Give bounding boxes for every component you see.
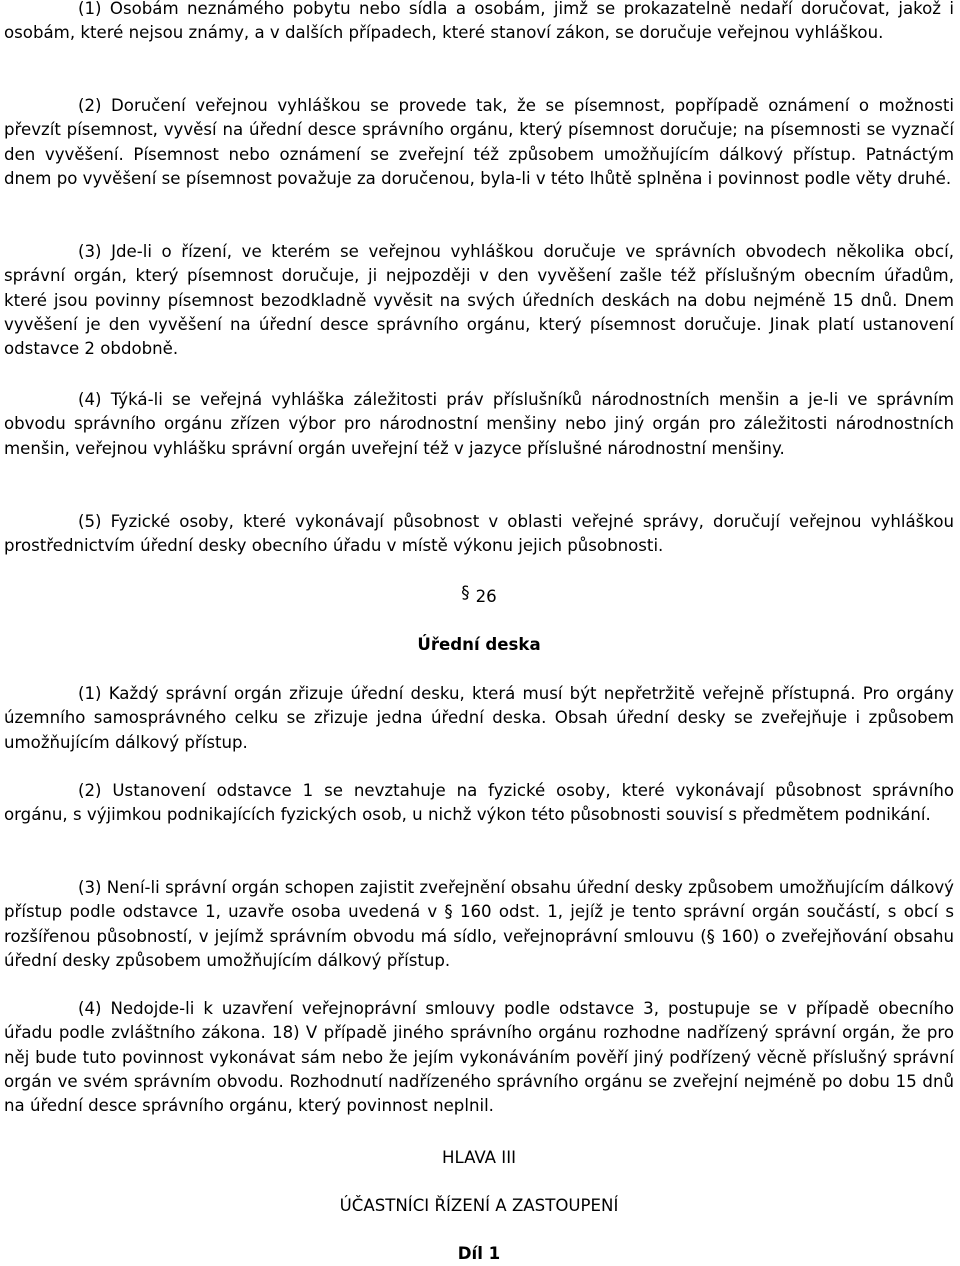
paragraph-1: (1) Osobám neznámého pobytu nebo sídla a osobám, jimž se prokazatelně nedaří doručovat, jakož i osobám, které nejsou známy, a v dalších případech, které stanoví zákon, se doručuje veřejnou vyhláškou.	[4, 0, 954, 43]
section-number	[4, 585, 954, 609]
paragraph-5: (5) Fyzické osoby, které vykonávají působnost v oblasti veřejné správy, doručují veřejnou vyhláškou prostřednictvím úřední desky obecního úřadu v místě výkonu jejich působnosti.	[4, 512, 954, 556]
hlava-heading: HLAVA III	[442, 1148, 516, 1167]
hlava-title: ÚČASTNÍCI ŘÍZENÍ A ZASTOUPENÍ	[339, 1196, 619, 1215]
section-title: Úřední deska	[417, 635, 541, 654]
section-number-value: 26	[475, 587, 497, 606]
section-symbol: §	[461, 583, 470, 602]
section-paragraph-1: (1) Každý správní orgán zřizuje úřední desku, která musí být nepřetržitě veřejně přístupná. Pro orgány územního samosprávného celku se zřizuje jedna úřední deska. Obsah úřední desky se zveřejňuje i způsobem umožňujícím dálkový přístup.	[4, 684, 954, 752]
dil-heading: Díl 1	[457, 1244, 501, 1263]
section-paragraph-2: (2) Ustanovení odstavce 1 se nevztahuje na fyzické osoby, které vykonávají působnost správního orgánu, s výjimkou podnikajících fyzických osob, u nichž výkon této působnosti souvisí s předmětem podnikání.	[4, 781, 954, 825]
paragraph-3: (3) Jde-li o řízení, ve kterém se veřejnou vyhláškou doručuje ve správních obvodech několika obcí, správní orgán, který písemnost doručuje, ji nejpozději v den vyvěšení zašle též příslušným obecním úřadům, které jsou povinny písemnost bezodkladně vyvěsit na svých úředních deskách na dobu nejméně 15 dnů. Dnem vyvěšení je den vyvěšení na úřední desce správního orgánu, který písemnost doručuje. Jinak platí ustanovení odstavce 2 obdobně.	[4, 242, 954, 359]
paragraph-4: (4) Týká-li se veřejná vyhláška záležitosti práv příslušníků národnostních menšin a je-li ve správním obvodu správního orgánu zřízen výbor pro národnostní menšiny nebo jiný orgán pro záležitosti národnostních menšin, veřejnou vyhlášku správní orgán uveřejní též v jazyce příslušné národnostní menšiny.	[4, 390, 954, 458]
paragraph-2: (2) Doručení veřejnou vyhláškou se provede tak, že se písemnost, popřípadě oznámení o možnosti převzít písemnost, vyvěsí na úřední desce správního orgánu, který písemnost doručuje; na písemnosti se vyznačí den vyvěšení. Písemnost nebo oznámení se zveřejní též způsobem umožňujícím dálkový přístup. Patnáctým dnem po vyvěšení se písemnost považuje za doručenou, byla-li v této lhůtě splněna i povinnost podle věty druhé.	[4, 96, 954, 188]
section-paragraph-4: (4) Nedojde-li k uzavření veřejnoprávní smlouvy podle odstavce 3, postupuje se v případě obecního úřadu podle zvláštního zákona. 18) V případě jiného správního orgánu rozhodne nadřízený správní orgán, že pro něj bude tuto povinnost vykonávat sám nebo že jejím vykonáváním pověří jiný podřízený věcně příslušný správní orgán ve svém správním obvodu. Rozhodnutí nadřízeného správního orgánu se zveřejní nejméně po dobu 15 dnů na úřední desce správního orgánu, který povinnost neplnil.	[4, 999, 954, 1116]
section-paragraph-3: (3) Není-li správní orgán schopen zajistit zveřejnění obsahu úřední desky způsobem umožňujícím dálkový přístup podle odstavce 1, uzavře osoba uvedená v § 160 odst. 1, jejíž je tento správní orgán součástí, s obcí s rozšířenou působností, v jejímž správním obvodu má sídlo, veřejnoprávní smlouvu (§ 160) o zveřejňování obsahu úřední desky způsobem umožňujícím dálkový přístup.	[4, 878, 954, 970]
